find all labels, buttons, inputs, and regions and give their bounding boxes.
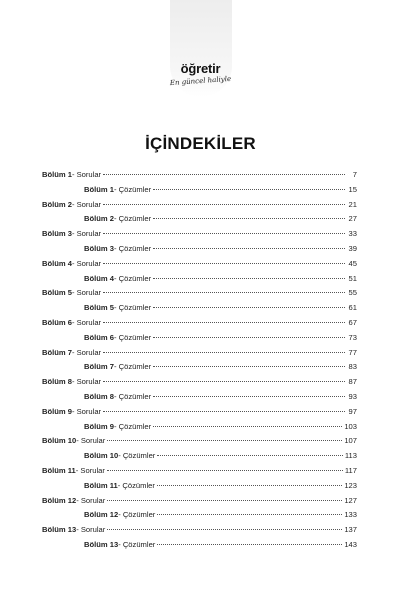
toc-entry xyxy=(42,286,357,301)
dot-leader xyxy=(153,396,345,397)
toc-page-number: 107 xyxy=(344,436,357,446)
dot-leader xyxy=(153,218,345,219)
toc-entry xyxy=(42,257,357,272)
toc-section: - Sorular xyxy=(71,199,102,209)
toc-page-number: 61 xyxy=(348,303,357,313)
toc-page-number: 103 xyxy=(344,421,357,431)
toc-chapter: Bölüm 12 xyxy=(84,510,119,520)
toc-chapter: Bölüm 9 xyxy=(84,421,114,431)
toc-section: - Çözümler xyxy=(118,539,156,549)
dot-leader xyxy=(153,366,345,367)
dot-leader xyxy=(107,470,343,471)
toc-entry xyxy=(42,449,357,464)
toc-page-number: 83 xyxy=(348,362,357,372)
toc-page-number: 51 xyxy=(348,273,357,283)
toc-section: - Çözümler xyxy=(113,332,152,342)
toc-page-number: 7 xyxy=(352,170,357,179)
toc-page-number: 113 xyxy=(344,451,357,461)
dot-leader xyxy=(153,426,342,427)
toc-page-number: 39 xyxy=(348,243,357,253)
dot-leader xyxy=(107,529,342,530)
dot-leader xyxy=(157,455,343,456)
toc-entry xyxy=(42,360,357,375)
toc-entry xyxy=(42,405,357,420)
toc-section: - Sorular xyxy=(71,317,102,327)
toc-section: - Sorular xyxy=(71,229,102,239)
dot-leader xyxy=(103,174,345,175)
toc-page-number: 127 xyxy=(344,495,357,505)
toc-chapter: Bölüm 8 xyxy=(84,391,114,401)
toc-page-number: 143 xyxy=(344,539,357,549)
toc-section: - Sorular xyxy=(71,347,102,357)
dot-leader xyxy=(103,381,345,382)
toc-page-number: 117 xyxy=(344,465,357,475)
toc-page-number: 137 xyxy=(344,525,357,535)
toc-entry xyxy=(42,479,357,494)
toc-chapter: Bölüm 2 xyxy=(42,199,72,209)
toc-chapter: Bölüm 4 xyxy=(42,258,72,268)
toc-page-number: 77 xyxy=(348,347,357,357)
dot-leader xyxy=(103,233,345,234)
toc-page-number: 67 xyxy=(348,317,357,327)
toc-section: - Çözümler xyxy=(117,480,155,490)
toc-entry xyxy=(42,316,357,331)
toc-chapter: Bölüm 11 xyxy=(42,465,76,475)
dot-leader xyxy=(157,485,342,486)
toc-page-number: 133 xyxy=(344,510,357,520)
toc-section: - Çözümler xyxy=(113,273,152,283)
toc-chapter: Bölüm 12 xyxy=(42,495,77,505)
toc-chapter: Bölüm 7 xyxy=(42,347,72,357)
toc-section: - Sorular xyxy=(76,436,106,446)
toc-chapter: Bölüm 3 xyxy=(42,229,72,239)
toc-chapter: Bölüm 8 xyxy=(42,377,72,387)
table-of-contents xyxy=(42,168,357,553)
toc-entry xyxy=(42,494,357,509)
dot-leader xyxy=(103,411,345,412)
toc-entry xyxy=(42,242,357,257)
toc-chapter: Bölüm 6 xyxy=(84,332,114,342)
toc-section: - Çözümler xyxy=(113,214,152,224)
toc-section: - Çözümler xyxy=(113,391,152,401)
toc-page-number: 93 xyxy=(348,391,357,401)
dot-leader xyxy=(103,322,345,323)
dot-leader xyxy=(103,263,345,264)
toc-chapter: Bölüm 2 xyxy=(84,214,114,224)
dot-leader xyxy=(153,278,345,279)
toc-chapter: Bölüm 1 xyxy=(42,170,72,179)
dot-leader xyxy=(153,248,345,249)
toc-page-number: 87 xyxy=(348,377,357,387)
toc-entry xyxy=(42,390,357,405)
dot-leader xyxy=(103,292,345,293)
toc-chapter: Bölüm 4 xyxy=(84,273,114,283)
toc-section: - Çözümler xyxy=(113,303,152,313)
toc-page-number: 33 xyxy=(348,229,357,239)
toc-chapter: Bölüm 3 xyxy=(84,243,114,253)
toc-entry xyxy=(42,198,357,213)
toc-entry xyxy=(42,464,357,479)
toc-page-number: 45 xyxy=(348,258,357,268)
toc-page-number: 55 xyxy=(348,288,357,298)
toc-page-number: 21 xyxy=(348,199,357,209)
toc-entry xyxy=(42,168,357,183)
toc-section: - Sorular xyxy=(71,377,102,387)
toc-entry xyxy=(42,346,357,361)
dot-leader xyxy=(103,204,345,205)
toc-section: - Çözümler xyxy=(113,362,152,372)
toc-section: - Çözümler xyxy=(113,421,152,431)
toc-section: - Çözümler xyxy=(118,451,156,461)
toc-entry xyxy=(42,420,357,435)
page-title: İÇİNDEKİLER xyxy=(145,134,256,153)
dot-leader xyxy=(153,189,345,190)
toc-chapter: Bölüm 1 xyxy=(84,184,114,194)
toc-entry xyxy=(42,212,357,227)
brand-tagline: En güncel haliyle xyxy=(169,74,232,88)
toc-page-number: 15 xyxy=(348,184,357,194)
toc-chapter: Bölüm 9 xyxy=(42,406,72,416)
toc-chapter: Bölüm 13 xyxy=(84,539,119,549)
toc-section: - Sorular xyxy=(71,288,102,298)
toc-page-number: 27 xyxy=(348,214,357,224)
toc-entry xyxy=(42,301,357,316)
toc-entry xyxy=(42,331,357,346)
toc-chapter: Bölüm 5 xyxy=(84,303,114,313)
toc-chapter: Bölüm 11 xyxy=(84,480,118,490)
toc-chapter: Bölüm 7 xyxy=(84,362,114,372)
toc-entry xyxy=(42,508,357,523)
brand-logo: öğretir xyxy=(180,61,221,76)
toc-entry xyxy=(42,523,357,538)
toc-section: - Çözümler xyxy=(113,243,152,253)
toc-entry xyxy=(42,227,357,242)
toc-entry xyxy=(42,538,357,553)
toc-section: - Sorular xyxy=(71,406,102,416)
toc-section: - Sorular xyxy=(71,258,102,268)
toc-section: - Sorular xyxy=(76,525,106,535)
toc-entry xyxy=(42,272,357,287)
dot-leader xyxy=(107,440,342,441)
toc-chapter: Bölüm 10 xyxy=(84,451,119,461)
toc-entry xyxy=(42,375,357,390)
toc-entry xyxy=(42,434,357,449)
toc-chapter: Bölüm 6 xyxy=(42,317,72,327)
toc-section: - Sorular xyxy=(71,170,102,179)
toc-section: - Sorular xyxy=(75,465,105,475)
toc-chapter: Bölüm 10 xyxy=(42,436,77,446)
toc-entry xyxy=(42,183,357,198)
toc-section: - Çözümler xyxy=(113,184,152,194)
toc-page-number: 97 xyxy=(348,406,357,416)
toc-page-number: 123 xyxy=(344,480,357,490)
dot-leader xyxy=(103,352,345,353)
toc-page-number: 73 xyxy=(348,332,357,342)
dot-leader xyxy=(153,337,345,338)
toc-chapter: Bölüm 13 xyxy=(42,525,77,535)
dot-leader xyxy=(157,544,342,545)
toc-section: - Sorular xyxy=(76,495,106,505)
dot-leader xyxy=(157,514,342,515)
dot-leader xyxy=(153,307,345,308)
toc-section: - Çözümler xyxy=(118,510,156,520)
toc-chapter: Bölüm 5 xyxy=(42,288,72,298)
dot-leader xyxy=(107,500,342,501)
